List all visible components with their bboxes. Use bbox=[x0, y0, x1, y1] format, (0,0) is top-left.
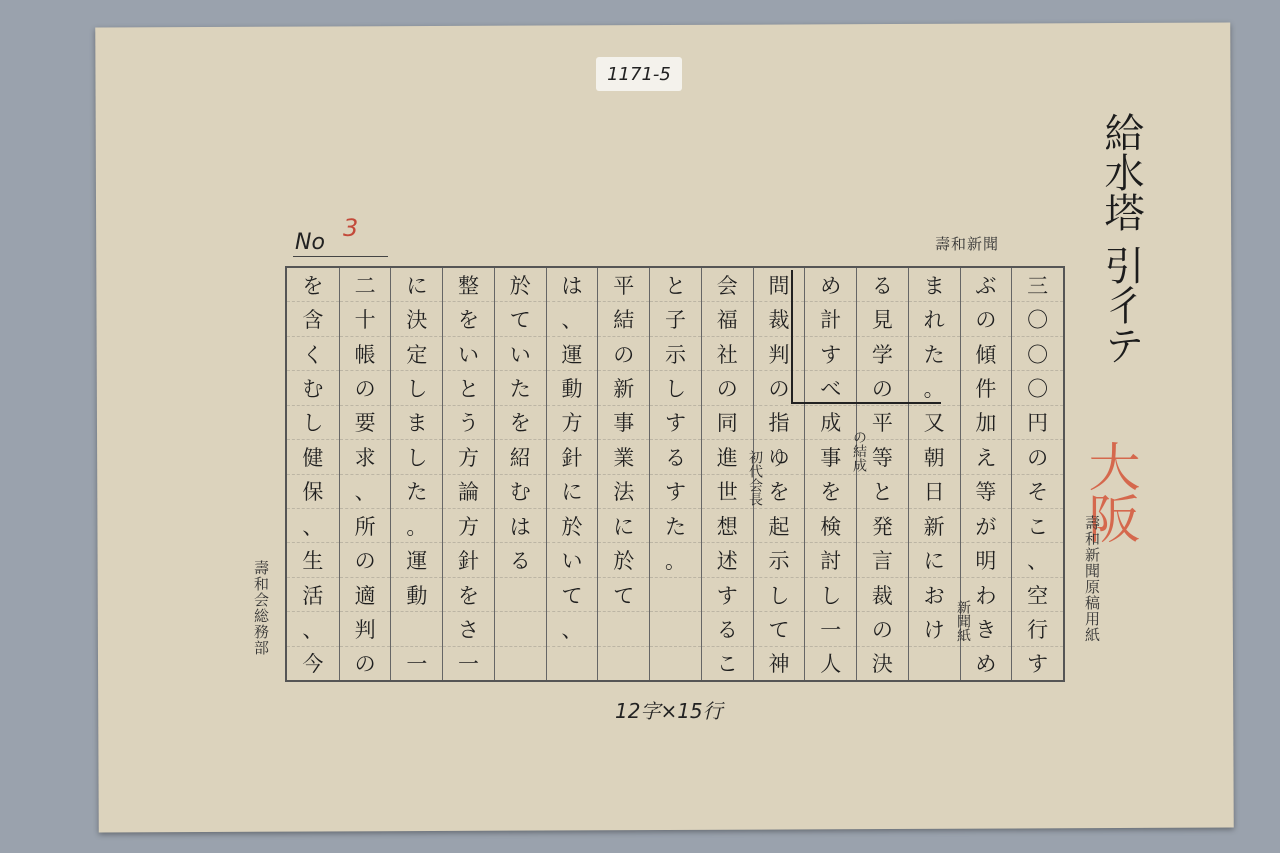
grid-cell: 、 bbox=[287, 509, 339, 543]
grid-cell: る bbox=[650, 440, 701, 474]
grid-cell: 新 bbox=[598, 371, 649, 405]
grid-cell: る bbox=[702, 612, 753, 646]
grid-cell: わ bbox=[961, 578, 1012, 612]
grid-column bbox=[804, 268, 856, 680]
grid-cell: 世 bbox=[702, 475, 753, 509]
grid-cell: ま bbox=[391, 406, 442, 440]
grid-cell: て bbox=[598, 578, 649, 612]
grid-column bbox=[339, 268, 391, 680]
grid-cell: 〇 bbox=[1012, 337, 1063, 371]
grid-cell: の bbox=[754, 371, 805, 405]
manuscript-grid bbox=[285, 266, 1065, 682]
grid-cell: 三 bbox=[1012, 268, 1063, 302]
grid-cell: 判 bbox=[340, 612, 391, 646]
grid-cell: は bbox=[547, 268, 598, 302]
grid-cell: 一 bbox=[406, 652, 428, 677]
grid-cell: 判 bbox=[754, 337, 805, 371]
grid-cell bbox=[598, 612, 649, 646]
grid-cell: 。 bbox=[391, 509, 442, 543]
grid-cell: 指 bbox=[754, 406, 805, 440]
grid-cell bbox=[495, 612, 546, 646]
grid-column bbox=[494, 268, 546, 680]
grid-cell: 事 bbox=[598, 406, 649, 440]
grid-cell: 会 bbox=[702, 268, 753, 302]
interlinear-note: 初代会長 bbox=[747, 450, 763, 506]
grid-cell: 子 bbox=[650, 302, 701, 336]
grid-cell: 定 bbox=[391, 337, 442, 371]
grid-cell: 帳 bbox=[340, 337, 391, 371]
grid-cell: の bbox=[1012, 440, 1063, 474]
grid-cell: て bbox=[754, 612, 805, 646]
grid-cell: に bbox=[598, 509, 649, 543]
grid-cell: く bbox=[287, 337, 339, 371]
grid-cell: 動 bbox=[391, 578, 442, 612]
grid-cell bbox=[909, 647, 960, 680]
grid-cell: し bbox=[650, 371, 701, 405]
grid-cell: た bbox=[495, 371, 546, 405]
grid-cell: 針 bbox=[547, 440, 598, 474]
grid-column bbox=[442, 268, 494, 680]
grid-cell: い bbox=[443, 337, 494, 371]
grid-cell: 運 bbox=[547, 337, 598, 371]
grid-cell: 整 bbox=[443, 268, 494, 302]
grid-cell: 結 bbox=[598, 302, 649, 336]
grid-cell: 、 bbox=[1012, 543, 1063, 577]
grid-cell: が bbox=[961, 509, 1012, 543]
grid-cell: め bbox=[975, 652, 997, 677]
grid-cell: に bbox=[909, 543, 960, 577]
grid-cell: 想 bbox=[702, 509, 753, 543]
grid-cell: 加 bbox=[961, 406, 1012, 440]
grid-cell: 一 bbox=[458, 652, 480, 677]
grid-cell: て bbox=[547, 578, 598, 612]
grid-cell: 計 bbox=[805, 302, 856, 336]
grid-cell: 示 bbox=[650, 337, 701, 371]
grid-cell: に bbox=[391, 268, 442, 302]
grid-cell: 。 bbox=[909, 371, 960, 405]
handwritten-title: 給水塔 引彳テ bbox=[1098, 112, 1144, 365]
grid-cell: 適 bbox=[340, 578, 391, 612]
grid-size-caption: 12字×15行 bbox=[615, 699, 723, 723]
grid-cell: 示 bbox=[754, 543, 805, 577]
grid-cell bbox=[650, 578, 701, 612]
grid-cell: 含 bbox=[287, 302, 339, 336]
grid-cell: 法 bbox=[598, 475, 649, 509]
grid-cell: 於 bbox=[598, 543, 649, 577]
grid-cell: 所 bbox=[340, 509, 391, 543]
grid-cell: 朝 bbox=[909, 440, 960, 474]
grid-cell: そ bbox=[1012, 475, 1063, 509]
grid-cell: す bbox=[650, 475, 701, 509]
grid-cell: 平 bbox=[598, 268, 649, 302]
grid-cell bbox=[598, 647, 649, 680]
grid-cell: を bbox=[287, 268, 339, 302]
grid-cell: 見 bbox=[857, 302, 908, 336]
grid-cell: は bbox=[495, 509, 546, 543]
grid-cell: け bbox=[909, 612, 960, 646]
grid-cell: る bbox=[857, 268, 908, 302]
grid-cell: と bbox=[443, 371, 494, 405]
grid-cell: 新 bbox=[909, 509, 960, 543]
grid-cell: 今 bbox=[302, 652, 324, 677]
grid-cell: の bbox=[598, 337, 649, 371]
grid-cell: 方 bbox=[443, 509, 494, 543]
grid-cell: 〇 bbox=[1012, 371, 1063, 405]
grid-column bbox=[649, 268, 701, 680]
grid-cell: 生 bbox=[287, 543, 339, 577]
grid-cell: し bbox=[287, 406, 339, 440]
number-underline bbox=[293, 256, 388, 257]
grid-cell: 裁 bbox=[754, 302, 805, 336]
grid-cell: て bbox=[495, 302, 546, 336]
grid-cell: す bbox=[805, 337, 856, 371]
manuscript-paper-label: 壽和新聞原稿用紙 bbox=[1083, 515, 1101, 643]
grid-cell: を bbox=[805, 475, 856, 509]
grid-cell: 論 bbox=[443, 475, 494, 509]
grid-cell: る bbox=[495, 543, 546, 577]
grid-cell: 成 bbox=[805, 406, 856, 440]
grid-cell: 同 bbox=[702, 406, 753, 440]
grid-cell: 方 bbox=[443, 440, 494, 474]
grid-cell bbox=[650, 647, 701, 680]
grid-cell: さ bbox=[443, 612, 494, 646]
interlinear-note: 新聞紙 bbox=[955, 600, 971, 642]
grid-cell: 決 bbox=[871, 652, 893, 677]
grid-cell: 明 bbox=[961, 543, 1012, 577]
grid-cell: の bbox=[702, 371, 753, 405]
grid-cell: ゆ bbox=[754, 440, 805, 474]
grid-cell: 学 bbox=[857, 337, 908, 371]
grid-cell: す bbox=[1027, 652, 1049, 677]
grid-cell: す bbox=[702, 578, 753, 612]
grid-cell bbox=[547, 647, 598, 680]
grid-cell: し bbox=[805, 578, 856, 612]
grid-cell: 円 bbox=[1012, 406, 1063, 440]
grid-cell: れ bbox=[909, 302, 960, 336]
paper-name-header: 壽和新聞 bbox=[935, 235, 1000, 253]
grid-column bbox=[390, 268, 442, 680]
grid-cell: 二 bbox=[340, 268, 391, 302]
grid-cell: た bbox=[391, 475, 442, 509]
grid-column bbox=[597, 268, 649, 680]
grid-cell: 保 bbox=[287, 475, 339, 509]
grid-cell: 件 bbox=[961, 371, 1012, 405]
grid-cell: え bbox=[961, 440, 1012, 474]
grid-cell: に bbox=[547, 475, 598, 509]
interlinear-note: の結成 bbox=[851, 430, 867, 472]
grid-cell: 於 bbox=[547, 509, 598, 543]
grid-cell: 日 bbox=[909, 475, 960, 509]
grid-cell: 運 bbox=[391, 543, 442, 577]
grid-cell bbox=[495, 647, 546, 680]
grid-cell: い bbox=[547, 543, 598, 577]
grid-cell: ま bbox=[909, 268, 960, 302]
grid-cell: き bbox=[961, 612, 1012, 646]
grid-cell: の bbox=[961, 302, 1012, 336]
grid-column bbox=[856, 268, 908, 680]
grid-cell: 針 bbox=[443, 543, 494, 577]
grid-cell: た bbox=[909, 337, 960, 371]
grid-cell: 活 bbox=[287, 578, 339, 612]
grid-cell: 行 bbox=[1012, 612, 1063, 646]
grid-cell: し bbox=[754, 578, 805, 612]
grid-cell: む bbox=[287, 371, 339, 405]
grid-cell: 方 bbox=[547, 406, 598, 440]
grid-cell: 決 bbox=[391, 302, 442, 336]
grid-cell: し bbox=[391, 371, 442, 405]
red-ink-annotation: 大阪 bbox=[1079, 440, 1139, 544]
grid-cell: お bbox=[909, 578, 960, 612]
grid-cell: う bbox=[443, 406, 494, 440]
grid-column bbox=[908, 268, 960, 680]
grid-cell: 平 bbox=[857, 406, 908, 440]
grid-cell: と bbox=[857, 475, 908, 509]
grid-cell: 等 bbox=[857, 440, 908, 474]
grid-cell: 検 bbox=[805, 509, 856, 543]
grid-cell: 於 bbox=[495, 268, 546, 302]
grid-cell: 社 bbox=[702, 337, 753, 371]
grid-cell: 求 bbox=[340, 440, 391, 474]
grid-column bbox=[287, 268, 339, 680]
grid-cell: 健 bbox=[287, 440, 339, 474]
department-label: 壽和会総務部 bbox=[252, 560, 270, 656]
grid-cell: を bbox=[754, 475, 805, 509]
grid-cell: を bbox=[495, 406, 546, 440]
grid-cell: 動 bbox=[547, 371, 598, 405]
edit-bracket-horizontal bbox=[791, 402, 941, 404]
grid-cell: む bbox=[495, 475, 546, 509]
grid-cell: 十 bbox=[340, 302, 391, 336]
grid-cell: 、 bbox=[547, 302, 598, 336]
grid-cell: 裁 bbox=[857, 578, 908, 612]
grid-cell: 述 bbox=[702, 543, 753, 577]
grid-cell: の bbox=[354, 652, 376, 677]
grid-column bbox=[546, 268, 598, 680]
grid-cell: を bbox=[443, 578, 494, 612]
grid-cell bbox=[650, 612, 701, 646]
grid-cell: の bbox=[340, 371, 391, 405]
grid-cell: 討 bbox=[805, 543, 856, 577]
grid-column bbox=[1011, 268, 1063, 680]
grid-cell: す bbox=[650, 406, 701, 440]
grid-cell: こ bbox=[1012, 509, 1063, 543]
grid-cell: ぶ bbox=[961, 268, 1012, 302]
grid-cell: 空 bbox=[1012, 578, 1063, 612]
grid-cell: 神 bbox=[768, 652, 790, 677]
grid-cell: 福 bbox=[702, 302, 753, 336]
catalog-tag: 1171-5 bbox=[596, 57, 682, 91]
grid-cell: 、 bbox=[547, 612, 598, 646]
grid-cell: の bbox=[340, 543, 391, 577]
grid-cell: の bbox=[857, 612, 908, 646]
grid-cell: 一 bbox=[805, 612, 856, 646]
grid-cell: を bbox=[443, 302, 494, 336]
grid-cell: 等 bbox=[961, 475, 1012, 509]
grid-cell: 問 bbox=[754, 268, 805, 302]
grid-cell: 発 bbox=[857, 509, 908, 543]
grid-cell bbox=[495, 578, 546, 612]
grid-cell: 傾 bbox=[961, 337, 1012, 371]
grid-cell: 業 bbox=[598, 440, 649, 474]
grid-cell: 進 bbox=[702, 440, 753, 474]
edit-bracket-vertical bbox=[791, 270, 793, 404]
grid-cell: 言 bbox=[857, 543, 908, 577]
grid-cell: べ bbox=[805, 371, 856, 405]
grid-cell: 又 bbox=[909, 406, 960, 440]
grid-cell: 。 bbox=[650, 543, 701, 577]
grid-cell bbox=[391, 612, 442, 646]
grid-cell: 事 bbox=[805, 440, 856, 474]
grid-cell: 人 bbox=[820, 652, 842, 677]
grid-cell: 、 bbox=[287, 612, 339, 646]
grid-cell: し bbox=[391, 440, 442, 474]
grid-cell: 、 bbox=[340, 475, 391, 509]
grid-cell: め bbox=[805, 268, 856, 302]
grid-cell: の bbox=[857, 371, 908, 405]
grid-cell: た bbox=[650, 509, 701, 543]
grid-cell: 起 bbox=[754, 509, 805, 543]
grid-cell: と bbox=[650, 268, 701, 302]
grid-cell: 要 bbox=[340, 406, 391, 440]
grid-cell: こ bbox=[716, 652, 738, 677]
grid-cell: 〇 bbox=[1012, 302, 1063, 336]
grid-cell: い bbox=[495, 337, 546, 371]
page-number: 3 bbox=[343, 214, 359, 242]
number-label: No bbox=[295, 230, 325, 255]
grid-cell: 紹 bbox=[495, 440, 546, 474]
